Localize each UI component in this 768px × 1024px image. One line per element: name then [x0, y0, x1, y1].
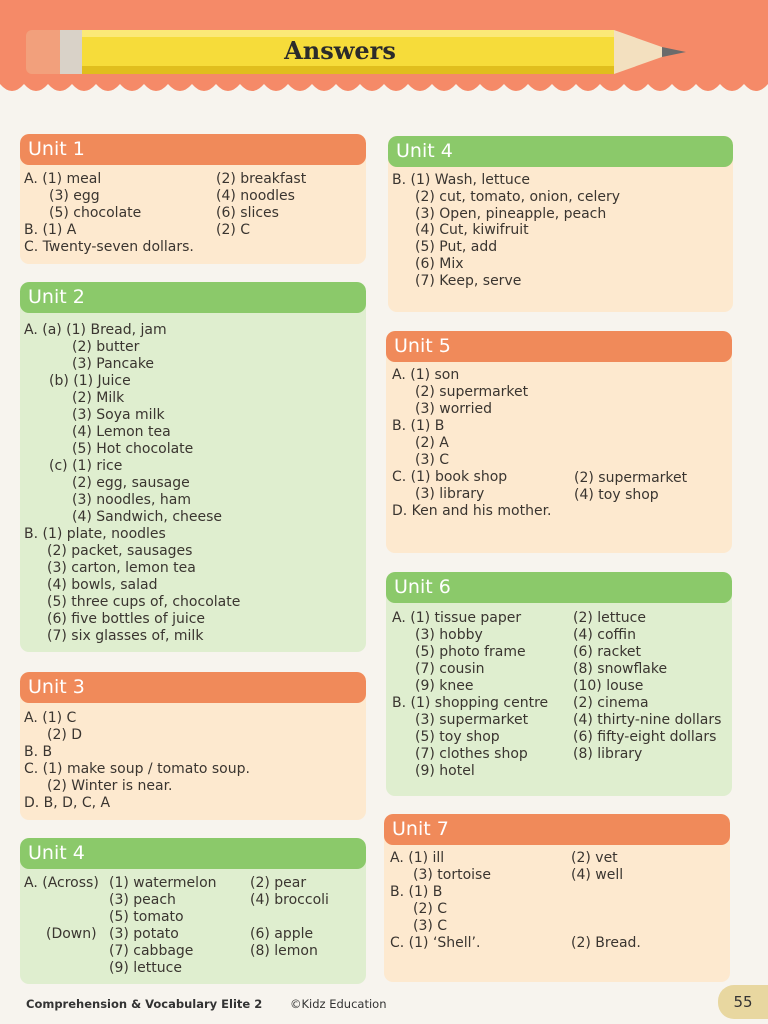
unit-1-card	[20, 134, 366, 264]
answer-line: (3) C	[413, 918, 448, 934]
answer-line: (4) broccoli	[250, 892, 329, 908]
answer-line: (7) six glasses of, milk	[47, 628, 204, 644]
answer-line: (3) noodles, ham	[72, 492, 191, 508]
answer-line: (9) knee	[415, 678, 474, 694]
unit-2-title: Unit 2	[20, 282, 366, 313]
answer-line: (4) noodles	[216, 188, 295, 204]
answer-line: (8) library	[573, 746, 643, 762]
unit-5-title: Unit 5	[386, 331, 732, 362]
answer-line: (Down)	[46, 926, 97, 942]
answer-line: (2) egg, sausage	[72, 475, 190, 491]
answer-line: (3) potato	[109, 926, 179, 942]
answer-line: (5) toy shop	[415, 729, 500, 745]
unit-6-card	[386, 572, 732, 796]
answer-line: (7) clothes shop	[415, 746, 528, 762]
answer-line: (3) Soya milk	[72, 407, 165, 423]
answer-line: (6) five bottles of juice	[47, 611, 206, 627]
footer-copyright: ©Kidz Education	[290, 997, 387, 1011]
answer-line: (4) Lemon tea	[72, 424, 171, 440]
answer-line: (9) hotel	[415, 763, 475, 779]
answer-line: (5) tomato	[109, 909, 184, 925]
answer-line: B. (1) plate, noodles	[24, 526, 166, 542]
answer-line: (5) Put, add	[415, 239, 498, 255]
answer-line: (5) chocolate	[49, 205, 142, 221]
answer-line: (7) cabbage	[109, 943, 194, 959]
unit-1-title: Unit 1	[20, 134, 366, 165]
answer-line: (4) Sandwich, cheese	[72, 509, 223, 525]
answer-line: B. B	[24, 744, 53, 760]
answer-line: (4) thirty-nine dollars	[573, 712, 722, 728]
answer-line: (8) snowflake	[573, 661, 668, 677]
answer-line: (2) A	[415, 435, 449, 451]
answer-line: (5) photo frame	[415, 644, 526, 660]
answer-line: (8) lemon	[250, 943, 318, 959]
answer-line: (7) cousin	[415, 661, 485, 677]
answer-line: B. (1) B	[392, 418, 445, 434]
answer-line: (6) apple	[250, 926, 314, 942]
answer-line: A. (Across)	[24, 875, 99, 891]
answer-line: (3) egg	[49, 188, 100, 204]
answer-line: (2) C	[413, 901, 448, 917]
answer-line: (6) racket	[573, 644, 642, 660]
answer-line: (4) coffin	[573, 627, 636, 643]
answer-line: C. (1) ‘Shell’.	[390, 935, 481, 951]
answer-line: (3) Open, pineapple, peach	[415, 206, 607, 222]
answer-line: (3) hobby	[415, 627, 483, 643]
page-number: 55	[718, 985, 768, 1019]
answer-line: (2) supermarket	[415, 384, 529, 400]
answer-line: (2) breakfast	[216, 171, 307, 187]
unit-4a-title: Unit 4	[20, 838, 366, 869]
answer-line: (2) vet	[571, 850, 618, 866]
answer-line: (10) louse	[573, 678, 644, 694]
answer-line: (c) (1) rice	[49, 458, 123, 474]
unit-6-title: Unit 6	[386, 572, 732, 603]
unit-7-card	[384, 814, 730, 982]
answer-line: (4) well	[571, 867, 624, 883]
answer-line: B. (1) shopping centre	[392, 695, 549, 711]
answer-line: C. (1) make soup / tomato soup.	[24, 761, 250, 777]
answer-line: B. (1) A	[24, 222, 77, 238]
answer-line: (9) lettuce	[109, 960, 182, 976]
answer-line: (2) Milk	[72, 390, 125, 406]
answer-line: A. (a) (1) Bread, jam	[24, 322, 167, 338]
unit-4b-card	[388, 136, 733, 312]
answer-line: D. Ken and his mother.	[392, 503, 552, 519]
unit-5-card	[386, 331, 732, 553]
answer-line: (2) Winter is near.	[47, 778, 173, 794]
answer-line: (1) watermelon	[109, 875, 217, 891]
answer-line: (2) D	[47, 727, 83, 743]
answer-line: (2) C	[216, 222, 251, 238]
answer-line: B. (1) Wash, lettuce	[392, 172, 531, 188]
answer-line: (6) slices	[216, 205, 279, 221]
answer-line: (3) worried	[415, 401, 492, 417]
answer-line: A. (1) C	[24, 710, 77, 726]
answer-line: (4) Cut, kiwifruit	[415, 222, 529, 238]
footer-book-title: Comprehension & Vocabulary Elite 2	[26, 997, 263, 1011]
unit-3-card	[20, 672, 366, 820]
answer-line: (7) Keep, serve	[415, 273, 522, 289]
answer-line: A. (1) son	[392, 367, 460, 383]
answer-line: (4) bowls, salad	[47, 577, 158, 593]
answer-line: (3) library	[415, 486, 485, 502]
answer-line: D. B, D, C, A	[24, 795, 111, 811]
answer-line: (2) packet, sausages	[47, 543, 193, 559]
answer-line: A. (1) meal	[24, 171, 102, 187]
answer-line: (3) Pancake	[72, 356, 155, 372]
unit-7-title: Unit 7	[384, 814, 730, 845]
answer-line: (2) Bread.	[571, 935, 641, 951]
answer-line: B. (1) B	[390, 884, 443, 900]
answer-line: (3) C	[415, 452, 450, 468]
answer-line: (3) carton, lemon tea	[47, 560, 196, 576]
answer-line: (2) butter	[72, 339, 140, 355]
answer-line: (2) supermarket	[574, 470, 688, 486]
unit-3-title: Unit 3	[20, 672, 366, 703]
answer-line: (2) cut, tomato, onion, celery	[415, 189, 620, 205]
answer-line: (2) lettuce	[573, 610, 646, 626]
answer-line: (2) pear	[250, 875, 307, 891]
answer-line: (3) tortoise	[413, 867, 491, 883]
unit-2-card	[20, 282, 366, 652]
answer-line: (3) supermarket	[415, 712, 529, 728]
unit-4b-title: Unit 4	[388, 136, 733, 167]
answer-line: C. Twenty-seven dollars.	[24, 239, 194, 255]
answer-line: (6) fifty-eight dollars	[573, 729, 717, 745]
answer-line: (6) Mix	[415, 256, 464, 272]
answer-line: (3) peach	[109, 892, 176, 908]
answer-line: (2) cinema	[573, 695, 649, 711]
unit-4a-card	[20, 838, 366, 984]
page-title: Answers	[284, 36, 396, 65]
answer-line: A. (1) ill	[390, 850, 445, 866]
answer-line: (5) three cups of, chocolate	[47, 594, 241, 610]
answer-line: (5) Hot chocolate	[72, 441, 194, 457]
answer-line: (4) toy shop	[574, 487, 659, 503]
answer-line: C. (1) book shop	[392, 469, 508, 485]
answer-line: (b) (1) Juice	[49, 373, 131, 389]
answer-line: A. (1) tissue paper	[392, 610, 522, 626]
